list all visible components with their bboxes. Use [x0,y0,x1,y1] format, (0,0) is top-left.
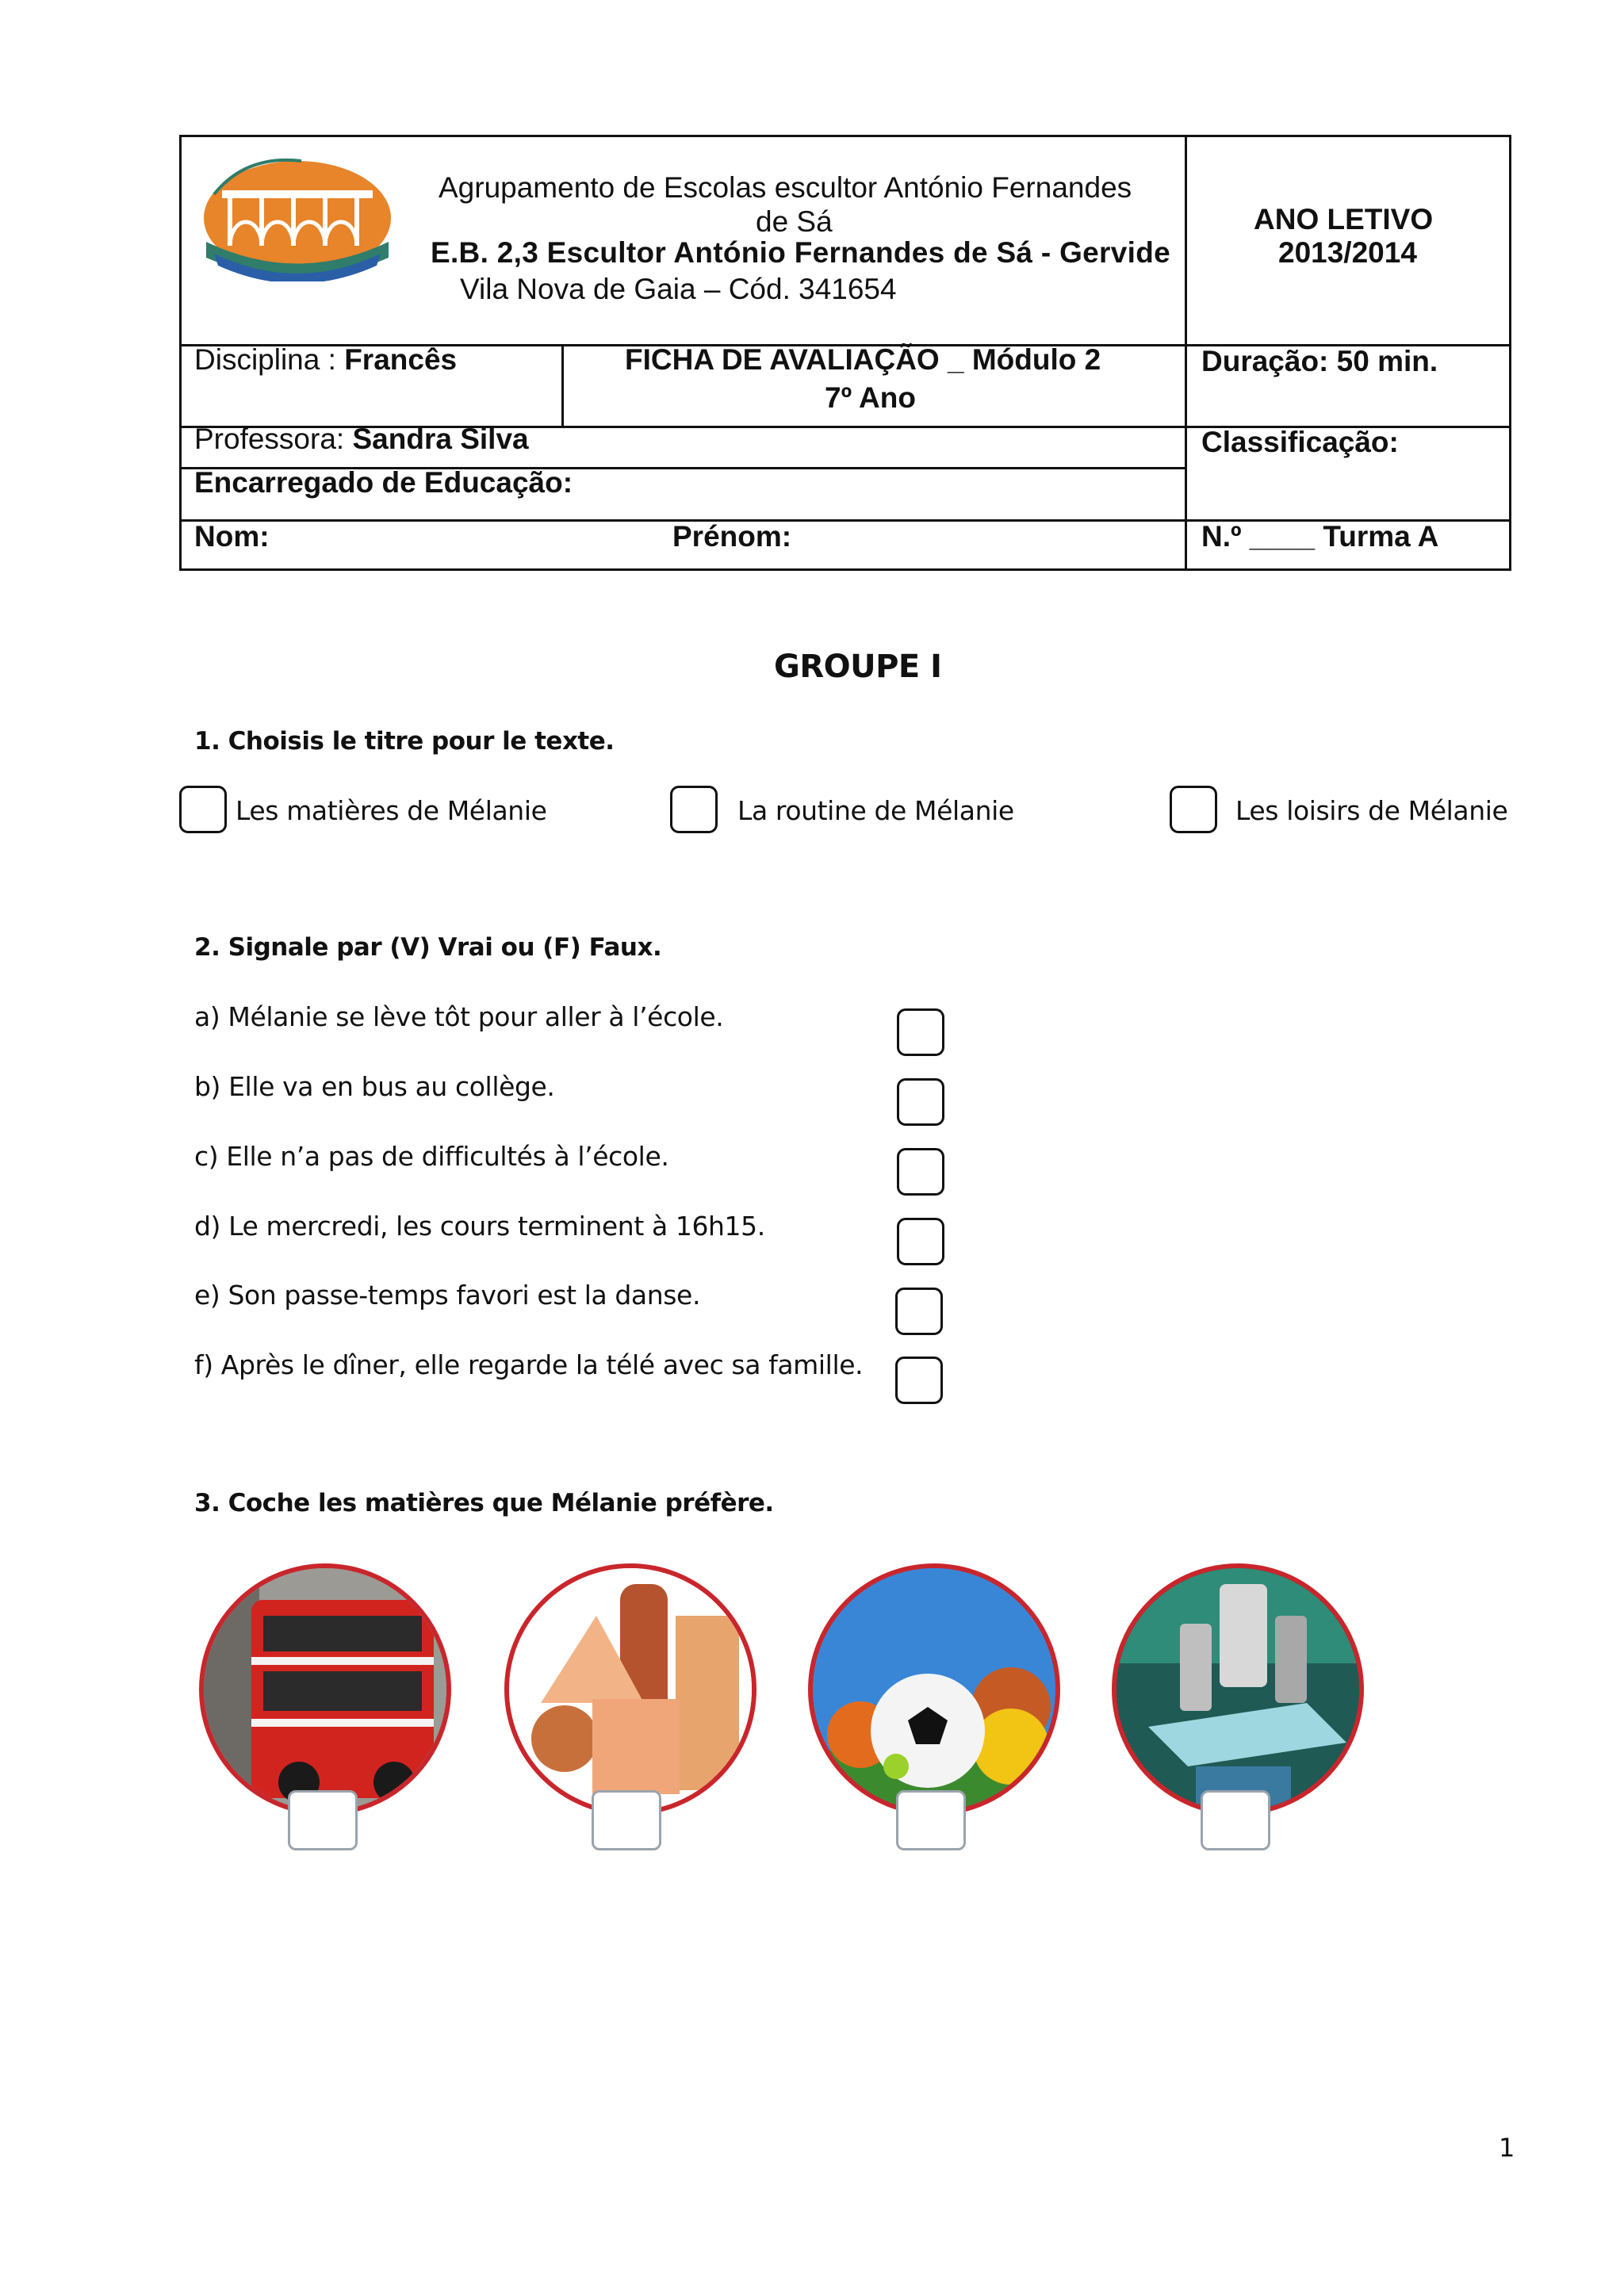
teacher-field [194,422,529,457]
microscope-picture [1112,1563,1364,1816]
school-logo [198,147,396,281]
q2-statement-f: f) Après le dîner, elle regarde la télé avec sa famille. [194,1349,864,1380]
school-name-line3: E.B. 2,3 Escultor António Fernandes de Sá - Gervide [431,236,1170,269]
question-1-title: 1. Choisis le titre pour le texte. [194,727,615,756]
geometric-shapes-picture [504,1563,756,1816]
group-title: GROUPE I [774,649,942,685]
guardian-label: Encarregado de Educação: [194,466,573,499]
q1-option-3-label: Les loisirs de Mélanie [1235,795,1508,826]
discipline-field [194,342,457,377]
header-vertical-divider-2 [561,344,564,427]
prenom-label: Prénom: [672,520,792,553]
discipline-value: Francês [344,343,458,376]
page-number: 1 [1499,2133,1515,2163]
school-name-line2: de Sá [756,205,833,238]
q1-option-3-checkbox[interactable] [1170,786,1217,833]
sheet-title: FICHA DE AVALIAÇÃO _ Módulo 2 [625,343,1101,376]
discipline-label: Disciplina : [194,343,345,376]
question-2-title: 2. Signale par (V) Vrai ou (F) Faux. [194,933,662,962]
teacher-label: Professora: [194,423,353,455]
classification-label: Classificação: [1201,426,1399,458]
q2-answer-box-f[interactable] [895,1357,943,1404]
school-name-line1: Agrupamento de Escolas escultor António Fernandes [439,171,1132,204]
q2-statement-a: a) Mélanie se lève tôt pour aller à l’école. [194,1001,724,1032]
q1-option-1-label: Les matières de Mélanie [236,795,547,826]
q2-answer-box-e[interactable] [895,1288,943,1335]
q2-answer-box-b[interactable] [897,1078,944,1126]
q3-checkbox-1[interactable] [288,1790,358,1850]
school-year-label: ANO LETIVO [1254,203,1434,235]
q3-checkbox-2[interactable] [592,1790,661,1850]
q3-checkbox-3[interactable] [896,1790,966,1850]
q2-statement-e: e) Son passe-temps favori est la danse. [194,1280,701,1311]
q3-checkbox-4[interactable] [1201,1790,1270,1850]
q2-answer-box-c[interactable] [897,1148,944,1196]
bus-picture [199,1563,451,1816]
q2-statement-d: d) Le mercredi, les cours terminent à 16h15. [194,1211,765,1242]
school-year-value: 2013/2014 [1278,236,1417,269]
duration-label: Duração: 50 min. [1201,345,1438,377]
q1-option-2-checkbox[interactable] [670,786,718,833]
teacher-value: Sandra Silva [352,423,529,455]
q1-option-1-checkbox[interactable] [179,786,227,833]
school-address: Vila Nova de Gaia – Cód. 341654 [460,273,897,305]
header-vertical-divider [1185,135,1187,571]
sports-balls-picture [808,1563,1060,1816]
number-class-label: N.º ____ Turma A [1201,520,1439,553]
nom-label: Nom: [194,520,270,553]
q2-statement-b: b) Elle va en bus au collège. [194,1071,555,1102]
q2-statement-c: c) Elle n’a pas de difficultés à l’école. [194,1141,669,1172]
q1-option-2-label: La routine de Mélanie [737,795,1014,826]
question-3-title: 3. Coche les matières que Mélanie préfère. [194,1489,774,1517]
q2-answer-box-a[interactable] [897,1008,944,1056]
grade-label: 7º Ano [825,381,916,414]
q2-answer-box-d[interactable] [897,1218,944,1265]
